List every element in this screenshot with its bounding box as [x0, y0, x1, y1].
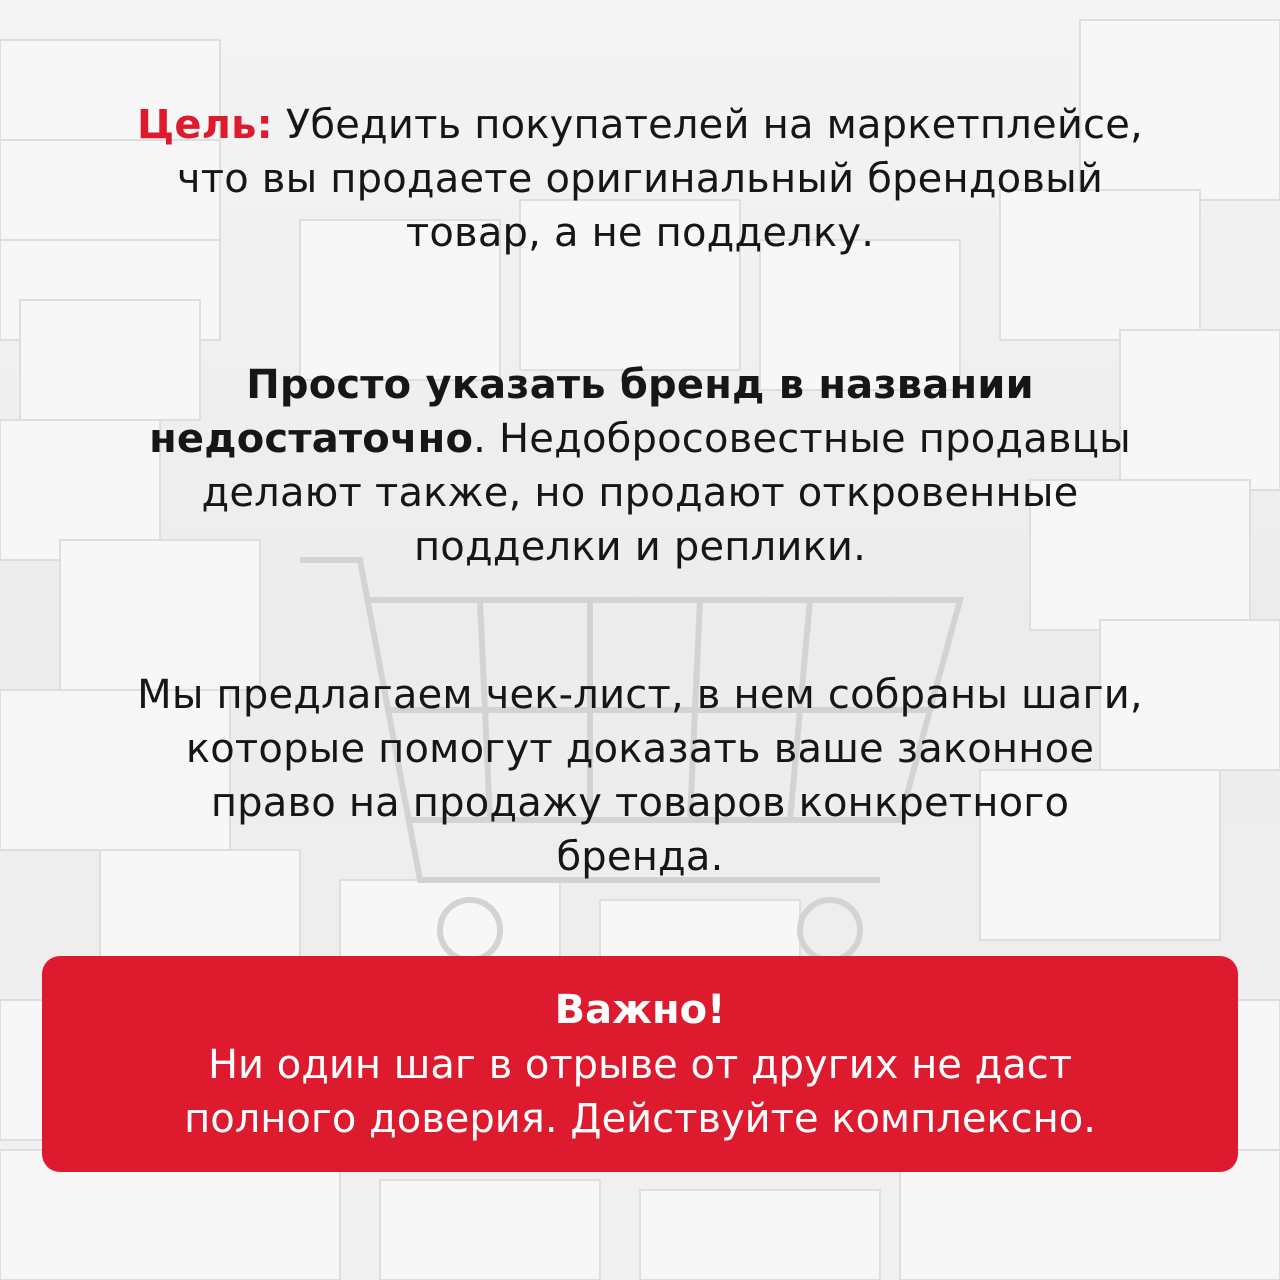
goal-paragraph: [40, 98, 1240, 260]
offer-line-1: Мы предлагаем чек-лист, в нем собраны шаги,: [137, 672, 1143, 718]
notice-line-2: [40, 412, 1240, 466]
goal-label: Цель:: [137, 102, 273, 148]
notice-bold-line-2: недостаточно: [149, 416, 474, 462]
notice-rest-line-2: . Недобросовестные продавцы: [473, 416, 1131, 462]
offer-paragraph: [40, 668, 1240, 884]
goal-line-2: что вы продаете оригинальный брендовый: [176, 156, 1104, 202]
offer-line-3: право на продажу товаров конкретного: [210, 780, 1070, 826]
offer-line-4: бренда.: [556, 834, 724, 880]
important-callout: [42, 956, 1238, 1172]
important-line-2: полного доверия. Действуйте комплексно.: [184, 1096, 1096, 1142]
goal-text: Убедить покупателей на маркетплейсе,: [285, 102, 1143, 148]
notice-line-3: делают также, но продают откровенные: [201, 470, 1079, 516]
goal-line-3: товар, а не подделку.: [405, 210, 875, 256]
notice-paragraph: [40, 358, 1240, 574]
goal-line-1: [40, 98, 1240, 152]
notice-bold-line-1: Просто указать бренд в названии: [246, 362, 1034, 408]
offer-line-2: которые помогут доказать ваше законное: [185, 726, 1095, 772]
notice-line-4: подделки и реплики.: [413, 524, 867, 570]
important-line-1: Ни один шаг в отрыве от других не даст: [207, 1042, 1073, 1088]
important-title: Важно!: [554, 987, 726, 1033]
